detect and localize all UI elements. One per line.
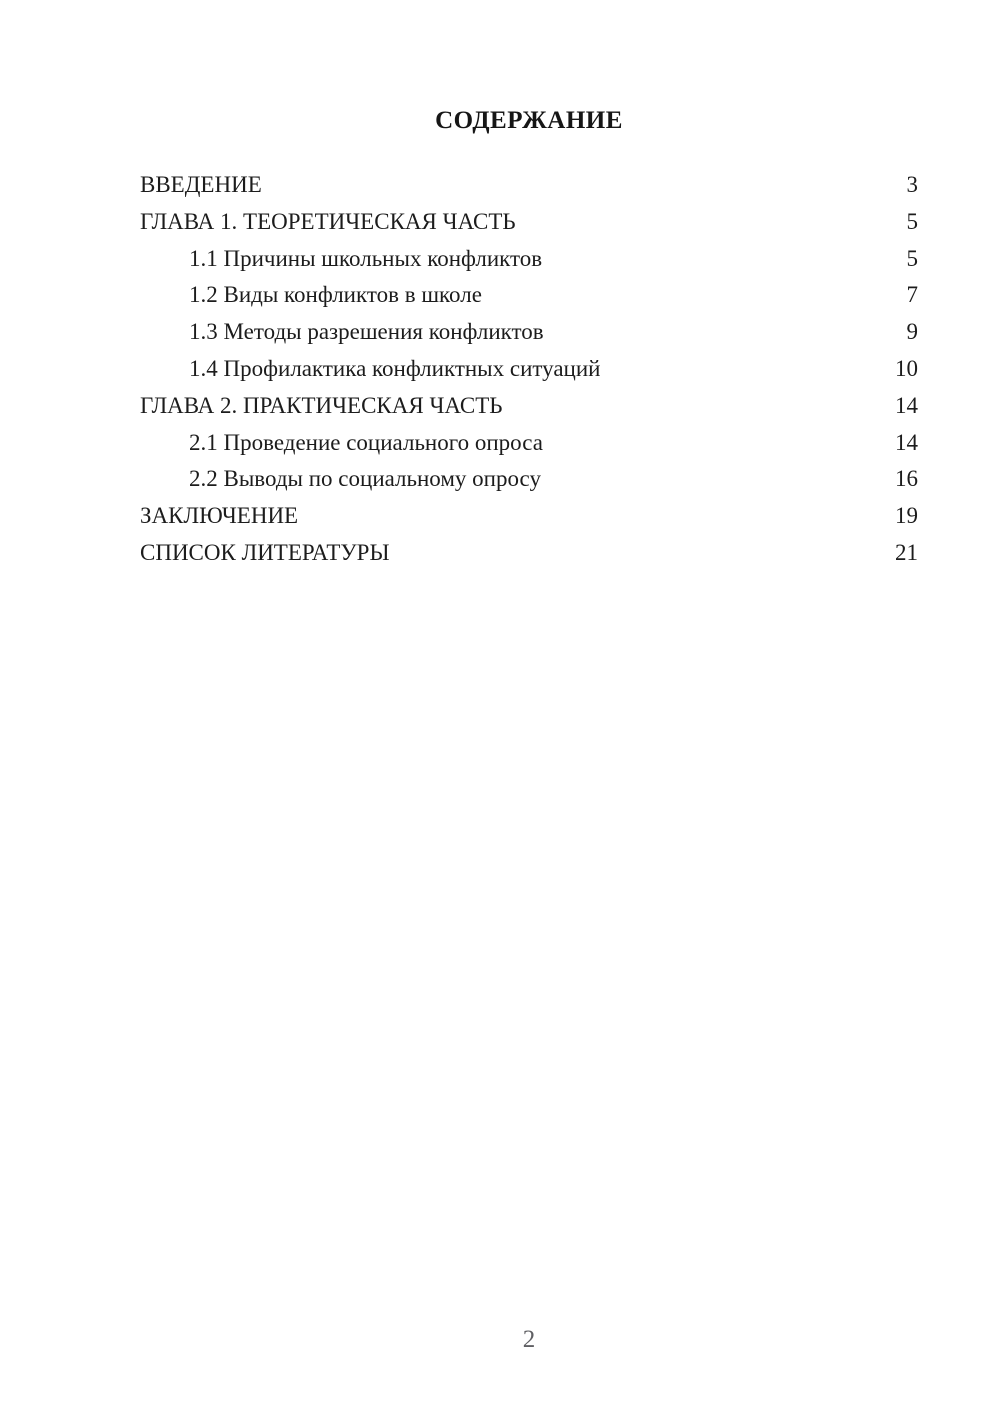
toc-entry-page: 3 — [906, 172, 918, 197]
toc-row — [140, 204, 918, 241]
toc-entry-page: 19 — [895, 503, 918, 529]
toc-entry-page: 14 — [895, 429, 918, 455]
toc-row — [140, 388, 918, 425]
toc-row — [140, 498, 918, 535]
toc-row — [140, 277, 918, 314]
toc-row — [140, 351, 918, 388]
toc-entry-page: 21 — [895, 539, 918, 565]
toc-entry-page: 14 — [895, 392, 918, 418]
toc-entry-page: 10 — [895, 355, 918, 381]
toc-entry-page: 9 — [906, 319, 918, 345]
toc-row — [140, 535, 918, 572]
page-number: 2 — [522, 1326, 536, 1353]
toc-row — [140, 461, 918, 498]
toc-entry-label: ГЛАВА 2. ПРАКТИЧЕСКАЯ ЧАСТЬ — [140, 392, 503, 418]
toc-entry-label: ЗАКЛЮЧЕНИЕ — [140, 503, 299, 529]
toc-entry-page: 5 — [906, 208, 918, 234]
table-of-contents — [140, 167, 918, 572]
toc-entry-label: СПИСОК ЛИТЕРАТУРЫ — [140, 539, 390, 565]
toc-row — [140, 314, 918, 351]
page-title: СОДЕРЖАНИЕ — [435, 106, 623, 134]
toc-entry-page: 5 — [906, 245, 918, 271]
toc-entry-page: 7 — [906, 282, 918, 308]
toc-entry-label: 1.1 Причины школьных конфликтов — [189, 245, 543, 271]
toc-entry-label: 1.2 Виды конфликтов в школе — [189, 282, 482, 308]
toc-entry-label: 2.2 Выводы по социальному опросу — [189, 466, 541, 492]
toc-row — [140, 241, 918, 278]
toc-entry-label: 1.4 Профилактика конфликтных ситуаций — [189, 355, 601, 381]
toc-row — [140, 425, 918, 462]
toc-entry-label: 2.1 Проведение социального опроса — [189, 429, 543, 455]
toc-entry-label: 1.3 Методы разрешения конфликтов — [189, 319, 544, 345]
toc-row — [140, 167, 918, 204]
toc-entry-label: ГЛАВА 1. ТЕОРЕТИЧЕСКАЯ ЧАСТЬ — [140, 208, 516, 234]
toc-entry-page: 16 — [895, 466, 918, 492]
toc-entry-label: ВВЕДЕНИЕ — [140, 172, 262, 197]
